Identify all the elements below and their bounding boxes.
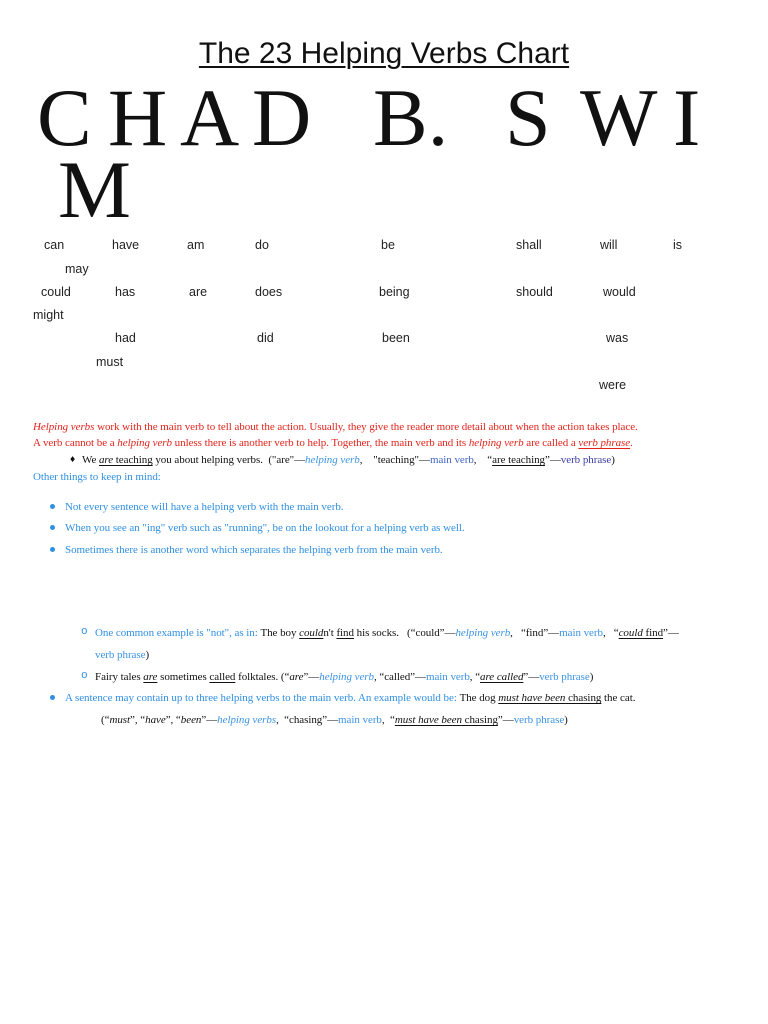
- sub-example-line: [95, 670, 593, 687]
- sub-example-text: ): [589, 671, 594, 683]
- mnemonic-letter-i: I: [673, 72, 701, 163]
- three-verbs-text: ”, “: [130, 714, 146, 726]
- verb-am: am: [187, 238, 205, 252]
- verb-will: will: [600, 238, 618, 252]
- sub-example-text: ”—: [523, 671, 540, 683]
- circle-bullet-icon: o: [81, 670, 88, 682]
- helping-verb-label: helping verb: [319, 671, 374, 683]
- sub-example-text: folktales. (“: [235, 671, 290, 683]
- verb-phrase-term: verb phrase: [578, 437, 631, 449]
- sub-example-main-verb: called: [209, 671, 236, 683]
- sub-example-text: , “: [469, 671, 481, 683]
- sub-example-line-continued: [95, 648, 149, 665]
- sub-example-helping-verb: are: [289, 671, 304, 683]
- example-verb-phrase: are teaching: [492, 454, 545, 466]
- helping-verb-term: helping verb: [117, 437, 172, 449]
- main-verb-label: main verb: [338, 714, 382, 726]
- three-verbs-text: The dog: [459, 692, 499, 704]
- definition-line-2: [33, 436, 633, 453]
- three-verbs-helping-verb: been: [180, 714, 202, 726]
- main-verb-label: main verb: [559, 627, 603, 639]
- mnemonic-letter-a: A: [180, 72, 240, 163]
- verb-may: may: [65, 262, 89, 276]
- definition-text: A verb cannot be a: [33, 437, 118, 449]
- verb-phrase-label: verb phrase: [513, 714, 565, 726]
- verb-did: did: [257, 331, 274, 345]
- three-verbs-line: [65, 691, 635, 708]
- verb-is: is: [673, 238, 683, 252]
- verb-phrase-label: verb phrase: [560, 454, 612, 466]
- three-verbs-text: , “: [381, 714, 395, 726]
- main-verb-label: main verb: [429, 454, 474, 466]
- tip-item: [65, 521, 465, 538]
- mnemonic-letter-c: C: [37, 72, 92, 163]
- mnemonic-letter-w: W: [580, 72, 658, 163]
- circle-bullet-icon: o: [81, 626, 88, 638]
- bullet-dot-icon: [50, 504, 55, 509]
- bullet-dot-icon: [50, 695, 55, 700]
- verb-can: can: [44, 238, 65, 252]
- definition-text: are called a: [523, 437, 579, 449]
- three-verbs-helping-verb: have: [145, 714, 166, 726]
- verb-shall: shall: [516, 238, 542, 252]
- definition-text: work with the main verb to tell about the action. Usually, they give the reader more detail about when the action takes place.: [94, 421, 638, 433]
- three-verbs-text: ”, “: [165, 714, 181, 726]
- mnemonic-letter-h: H: [108, 72, 168, 163]
- sub-example-text: his socks. (“could”—: [353, 627, 456, 639]
- three-verbs-text: ”—: [201, 714, 218, 726]
- sub-example-verb-phrase: are called: [480, 671, 524, 683]
- verb-have: have: [112, 238, 140, 252]
- sub-example-text: sometimes: [157, 671, 210, 683]
- three-verbs-text: , “chasing”—: [276, 714, 339, 726]
- helping-verb-label: helping verb: [455, 627, 511, 639]
- three-verbs-helping-verb: must: [109, 714, 131, 726]
- helping-verb-label: helping verb: [305, 454, 360, 466]
- mnemonic-letter-d: D: [252, 72, 312, 163]
- verb-are: are: [189, 285, 208, 299]
- sub-example-helping-verb: could: [299, 627, 324, 639]
- mnemonic-letter-m: M: [58, 144, 131, 235]
- verb-should: should: [516, 285, 553, 299]
- example-helping-verb: are: [98, 454, 114, 466]
- verb-be: be: [381, 238, 395, 252]
- tips-heading-text: Other things to keep in mind:: [33, 471, 161, 483]
- verb-had: had: [115, 331, 136, 345]
- sub-example-helping-verb: are: [143, 671, 158, 683]
- tip-item: [65, 543, 443, 560]
- verb-do: do: [255, 238, 269, 252]
- three-verbs-text: ”—: [497, 714, 514, 726]
- diamond-bullet-icon: ♦: [69, 455, 77, 464]
- three-verbs-breakdown: [101, 713, 568, 730]
- tip-text: When you see an "ing" verb such as "running", be on the lookout for a helping verb as well.: [65, 522, 465, 534]
- sub-example-text: , “find”—: [510, 627, 560, 639]
- verb-phrase-label: verb phrase: [95, 649, 146, 661]
- three-verbs-main-verb: chasing: [565, 692, 602, 704]
- page-title: [0, 39, 768, 69]
- example-text: , “: [473, 454, 493, 466]
- verb-been: been: [382, 331, 410, 345]
- three-verbs-helping-verbs: must have been: [498, 692, 566, 704]
- sub-example-line: [95, 626, 679, 643]
- mnemonic-letter-s: S: [505, 72, 551, 163]
- sub-example-text: ”—: [663, 627, 679, 639]
- verb-were: were: [599, 378, 627, 392]
- three-verbs-text: the cat.: [601, 692, 636, 704]
- tips-heading: [33, 470, 161, 487]
- example-text: ”—: [544, 454, 561, 466]
- example-text: you about helping verbs. ("are"—: [152, 454, 306, 466]
- example-text: , "teaching"—: [359, 454, 430, 466]
- sub-example-text: ”—: [303, 671, 320, 683]
- definition-text: unless there is another verb to help. Together, the main verb and its: [171, 437, 469, 449]
- sub-example-intro: One common example is "not", as in:: [95, 627, 261, 639]
- verb-does: does: [255, 285, 283, 299]
- three-verbs-intro: A sentence may contain up to three helping verbs to the main verb. An example would be:: [65, 692, 460, 704]
- definition-line-1: [33, 420, 638, 437]
- helping-verbs-term: Helping verbs: [33, 421, 95, 433]
- verb-could: could: [41, 285, 71, 299]
- verb-must: must: [96, 355, 124, 369]
- sub-example-text: , “called”—: [373, 671, 426, 683]
- bullet-dot-icon: [50, 525, 55, 530]
- three-verbs-text: (“: [101, 714, 110, 726]
- sub-example-verb-phrase: find: [642, 627, 664, 639]
- mnemonic-letter-b: B.: [373, 72, 449, 163]
- helping-verb-term: helping verb: [468, 437, 524, 449]
- three-verbs-verb-phrase: must have been: [394, 714, 462, 726]
- bullet-dot-icon: [50, 547, 55, 552]
- verb-phrase-label: verb phrase: [539, 671, 590, 683]
- three-verbs-text: ): [564, 714, 568, 726]
- sub-example-text: The boy: [260, 627, 300, 639]
- sub-example-verb-phrase: could: [618, 627, 643, 639]
- page-title-text: The 23 Helping Verbs Chart: [198, 37, 570, 70]
- sub-example-text: , “: [602, 627, 619, 639]
- verb-was: was: [606, 331, 629, 345]
- example-main-verb: teaching: [113, 454, 153, 466]
- tip-item: [65, 500, 343, 517]
- main-verb-label: main verb: [425, 671, 470, 683]
- tip-text: Not every sentence will have a helping verb with the main verb.: [65, 501, 344, 513]
- tip-text: Sometimes there is another word which separates the helping verb from the main verb.: [65, 544, 443, 556]
- example-text: ): [611, 454, 615, 466]
- sub-example-text: n't: [323, 627, 337, 639]
- sub-example-main-verb: find: [336, 627, 354, 639]
- example-text: We: [82, 454, 99, 466]
- verb-would: would: [603, 285, 636, 299]
- helping-verbs-label: helping verbs: [217, 714, 277, 726]
- verb-being: being: [379, 285, 410, 299]
- three-verbs-verb-phrase: chasing: [461, 714, 498, 726]
- verb-might: might: [33, 308, 64, 322]
- sub-example-text: Fairy tales: [95, 671, 144, 683]
- example-line: [82, 453, 615, 470]
- verb-has: has: [115, 285, 136, 299]
- definition-text: .: [630, 437, 633, 449]
- sub-example-text: ): [145, 649, 150, 661]
